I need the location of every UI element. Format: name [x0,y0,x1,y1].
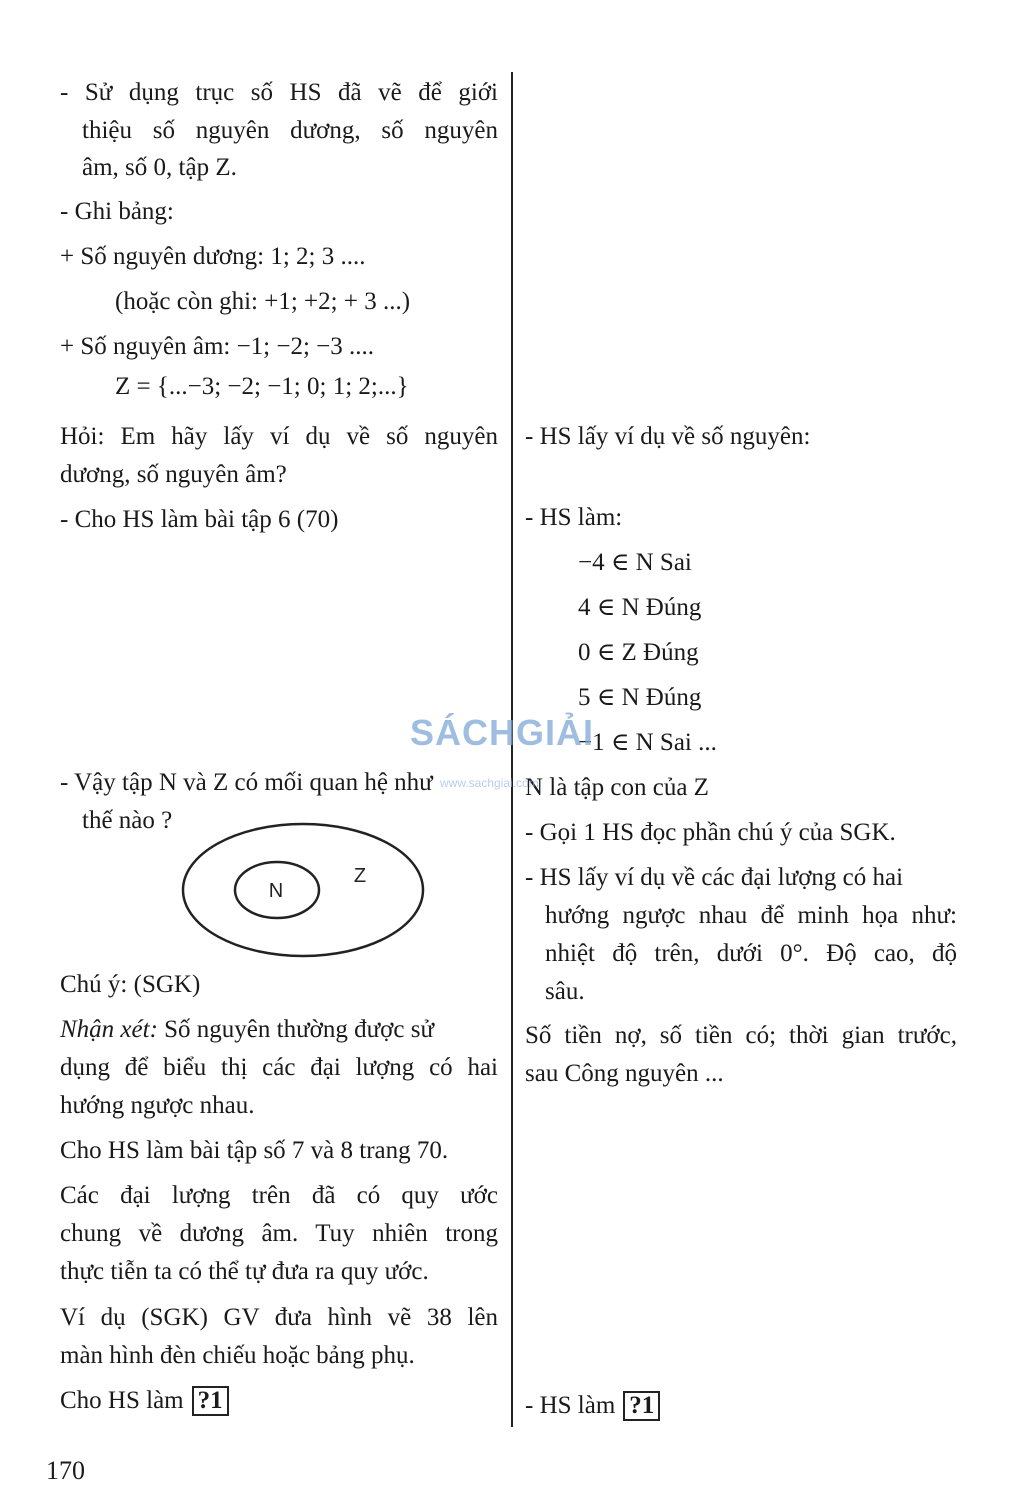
answer-1-box: ?1 [623,1391,660,1421]
right-line-11: hướng ngược nhau để minh họa như: [545,902,957,929]
right-line-13: sâu. [545,978,585,1005]
venn-inner-label: N [268,880,284,902]
right-line-3: −4 ∈ N Sai [578,549,692,576]
left-line-18: Cho HS làm bài tập số 7 và 8 trang 70. [60,1137,449,1164]
left-line-14: Chú ý: (SGK) [60,971,201,998]
left-line-9: Hỏi: Em hãy lấy ví dụ về số nguyên [60,423,498,450]
right-line-14: Số tiền nợ, số tiền có; thời gian trước, [525,1022,957,1049]
left-line-24 [60,1386,229,1416]
right-line-4: 4 ∈ N Đúng [578,594,702,621]
left-line-2: thiệu số nguyên dương, số nguyên [82,117,498,144]
left-line-1: - Sử dụng trục số HS đã vẽ để giới [60,79,498,106]
left-line-6: (hoặc còn ghi: +1; +2; + 3 ...) [115,288,411,315]
left-line-22: Ví dụ (SGK) GV đưa hình vẽ 38 lên [60,1304,498,1331]
left-line-11: - Cho HS làm bài tập 6 (70) [60,506,339,533]
left-line-13: thế nào ? [82,807,173,834]
right-line-15: sau Công nguyên ... [525,1060,724,1087]
left-line-19: Các đại lượng trên đã có quy ước [60,1182,498,1209]
watermark-logo: SÁCHGIẢI [410,712,595,753]
venn-outer-label: Z [353,865,367,887]
page-number: 170 [46,1456,85,1485]
venn-diagram [180,820,430,960]
right-line-10: - HS lấy ví dụ về các đại lượng có hai [525,864,904,891]
right-line-9: - Gọi 1 HS đọc phần chú ý của SGK. [525,819,896,846]
left-line-10: dương, số nguyên âm? [60,461,287,488]
right-line-8: N là tập con của Z [525,774,709,801]
left-line-17: hướng ngược nhau. [60,1092,255,1119]
left-line-12: - Vậy tập N và Z có mối quan hệ như [60,769,433,796]
left-line-3: âm, số 0, tập Z. [82,154,237,181]
right-line-16 [525,1391,660,1421]
left-task-text: Cho HS làm [60,1387,184,1414]
left-line-21: thực tiễn ta có thể tự đưa ra quy ước. [60,1258,429,1285]
left-line-5: + Số nguyên dương: 1; 2; 3 .... [60,243,366,270]
left-line-16: dụng để biểu thị các đại lượng có hai [60,1054,498,1081]
right-line-2: - HS làm: [525,504,623,531]
left-line-8: Z = {...−3; −2; −1; 0; 1; 2;...} [115,373,409,400]
left-line-4: - Ghi bảng: [60,198,174,225]
remark-label: Nhận xét: [60,1016,158,1043]
remark-text: Số nguyên thường được sử [157,1016,435,1043]
left-line-23: màn hình đèn chiếu hoặc bảng phụ. [60,1342,415,1369]
right-line-12: nhiệt độ trên, dưới 0°. Độ cao, độ [545,940,957,967]
right-line-1: - HS lấy ví dụ về số nguyên: [525,423,811,450]
venn-outer-ellipse [183,824,423,956]
left-line-7: + Số nguyên âm: −1; −2; −3 .... [60,333,375,360]
right-line-7: −1 ∈ N Sai ... [578,729,717,756]
left-line-20: chung về dương âm. Tuy nhiên trong [60,1220,498,1247]
right-task-text: - HS làm [525,1392,616,1419]
watermark-url: www.sachgiai.com [440,776,539,790]
left-line-15 [60,1015,498,1045]
right-line-5: 0 ∈ Z Đúng [578,639,699,666]
right-line-6: 5 ∈ N Đúng [578,684,702,711]
question-1-box: ?1 [192,1386,229,1416]
